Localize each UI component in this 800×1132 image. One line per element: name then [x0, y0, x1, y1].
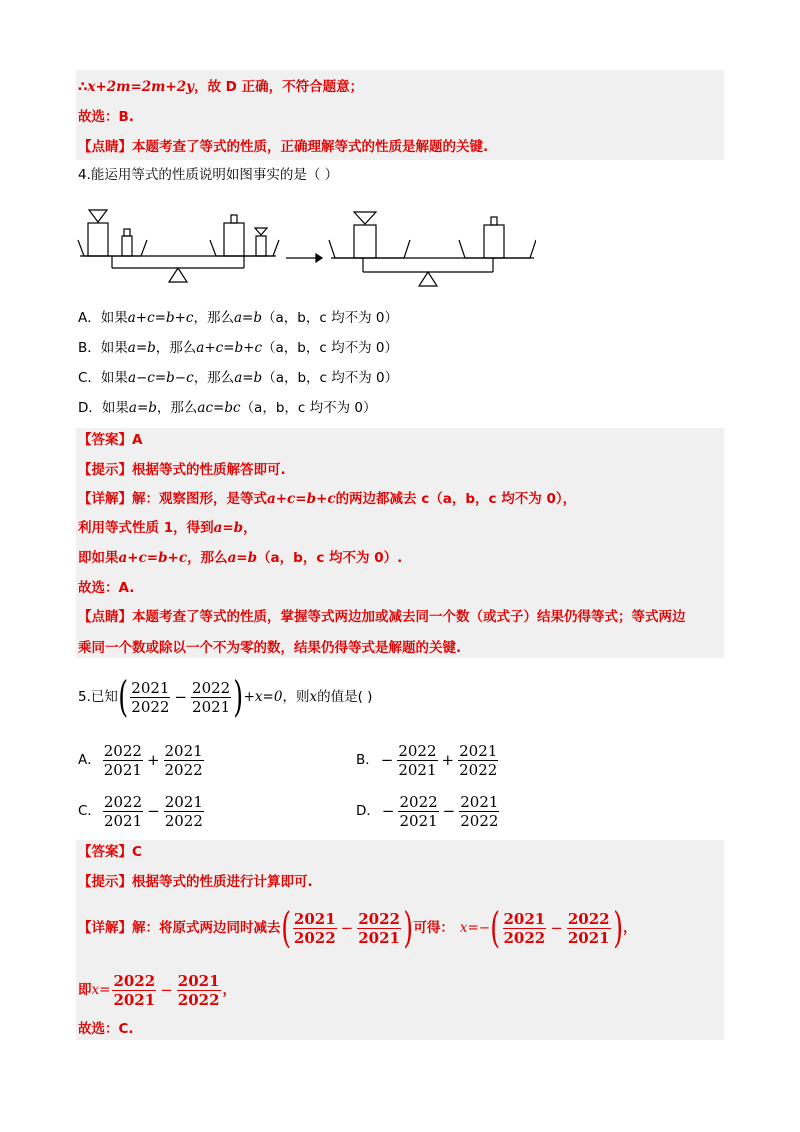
denominator: 2022: [293, 928, 336, 947]
fraction: [357, 910, 401, 947]
option-note: （a，b，c 均不为 0）: [262, 370, 399, 386]
fraction: [164, 742, 204, 779]
fraction: [177, 972, 221, 1009]
denominator: 2021: [103, 760, 142, 779]
q4-comment-1: 【点睛】本题考查了等式的性质，掌握等式两边加或减去同一个数（或式子）结果仍得等式；等式两边: [78, 609, 686, 625]
option-connector: ，那么: [193, 370, 235, 386]
q4-detail-2: [78, 518, 257, 538]
minus-sign: −: [147, 802, 160, 820]
stem-variable: x: [309, 689, 318, 705]
numerator: 2022: [567, 909, 610, 928]
detail-equation: x=−: [459, 920, 491, 936]
fraction: [293, 910, 337, 947]
detail-text: 【详解】解：将原式两边同时减去: [78, 920, 281, 936]
q5-choose: 故选：C.: [78, 1021, 134, 1037]
q5-answer: 【答案】C: [78, 844, 142, 860]
option-note: （a，b，c 均不为 0）: [262, 340, 398, 356]
q4-choose: 故选：A.: [78, 580, 135, 596]
minus-sign: −: [174, 688, 188, 706]
q5-option-d[interactable]: [356, 791, 501, 831]
numerator: 2022: [358, 909, 400, 928]
detail-equation: x=: [91, 982, 111, 998]
fraction: [397, 742, 437, 779]
numerator: 2021: [459, 741, 498, 760]
denominator: 2022: [177, 990, 220, 1009]
denominator: 2021: [103, 811, 143, 830]
numerator: 2022: [103, 792, 143, 811]
option-label: A．如果: [78, 310, 128, 326]
numerator: 2021: [131, 678, 170, 697]
q4-stem: 4.能运用等式的性质说明如图事实的是（ ）: [78, 167, 339, 183]
numerator: 2021: [177, 971, 220, 990]
q3-choose: 故选：B.: [78, 109, 134, 125]
q5-stem: [78, 673, 372, 721]
q5-option-c[interactable]: [78, 791, 206, 831]
detail-equation: a+c=b+c: [118, 550, 188, 566]
detail-text: ，: [243, 520, 257, 536]
numerator: 2022: [398, 741, 437, 760]
numerator: 2021: [293, 909, 336, 928]
numerator: 2022: [113, 971, 156, 990]
option-label: D．如果: [78, 400, 129, 416]
denominator: 2021: [113, 990, 156, 1009]
minus-sign: −: [442, 802, 456, 820]
denominator: 2021: [192, 697, 231, 716]
denominator: 2021: [358, 928, 400, 947]
minus-sign: −: [381, 802, 395, 820]
option-result: a=b: [234, 370, 263, 386]
denominator: 2021: [399, 811, 438, 830]
option-connector: ，那么: [156, 400, 198, 416]
q5-detail: [78, 904, 636, 952]
q4-option-a[interactable]: [78, 308, 398, 328]
option-result: a=b: [234, 310, 263, 326]
right-paren: ): [612, 903, 623, 952]
q5-hint: 【提示】根据等式的性质进行计算即可.: [78, 874, 313, 890]
denominator: 2021: [567, 928, 610, 947]
fraction: [103, 742, 143, 779]
fraction: [398, 793, 438, 830]
detail-equation: a=b: [227, 550, 258, 566]
detail-equation: a=b: [213, 520, 244, 536]
detail-text: 即: [78, 982, 92, 998]
balance-figure: [76, 198, 536, 290]
denominator: 2022: [131, 697, 170, 716]
minus-sign: −: [340, 919, 354, 937]
q3-comment: 【点睛】本题考查了等式的性质，正确理解等式的性质是解题的关键.: [78, 139, 489, 155]
detail-text: 可得：: [413, 920, 454, 936]
left-balance: [78, 210, 279, 282]
q4-option-c[interactable]: [78, 368, 398, 388]
fraction: [458, 742, 498, 779]
fraction-2022-over-2021: [191, 679, 231, 716]
q4-detail-3: [78, 548, 402, 568]
minus-sign: −: [550, 919, 563, 937]
numerator: 2022: [103, 741, 142, 760]
numerator: 2021: [503, 909, 546, 928]
option-connector: ，那么: [155, 340, 197, 356]
denominator: 2021: [398, 760, 437, 779]
detail-text: ，那么: [187, 550, 228, 566]
q4-option-d[interactable]: [78, 398, 376, 418]
denominator: 2022: [459, 760, 498, 779]
therefore-symbol: ∴: [78, 79, 88, 95]
q4-detail-1: [78, 489, 576, 509]
detail-equation: a+c=b+c: [267, 491, 336, 507]
stem-text: ，则: [282, 689, 310, 705]
detail-text: ，: [222, 982, 237, 998]
q5-option-a[interactable]: [78, 740, 206, 780]
denominator: 2022: [503, 928, 546, 947]
option-label: C．: [78, 803, 101, 819]
left-paren: (: [118, 672, 129, 721]
denominator: 2022: [460, 811, 499, 830]
option-note: （a，b，c 均不为 0）: [262, 310, 398, 326]
plus-sign: +: [146, 751, 160, 769]
numerator: 2021: [164, 792, 203, 811]
q4-option-b[interactable]: [78, 338, 398, 358]
right-paren: ): [233, 672, 244, 721]
q3-equation: x+2m=2m+2y: [87, 79, 194, 95]
option-label: B．如果: [78, 340, 128, 356]
detail-text: ，: [622, 920, 637, 936]
q5-ji: [78, 968, 236, 1012]
numerator: 2022: [192, 678, 231, 697]
numerator: 2021: [164, 741, 203, 760]
option-result: a+c=b+c: [196, 340, 263, 356]
stem-equation: +x=0: [243, 689, 283, 705]
denominator: 2022: [164, 811, 203, 830]
q3-conclusion-text: ，故 D 正确，不符合题意；: [193, 79, 364, 95]
right-balance: [329, 212, 536, 286]
fraction: [164, 793, 204, 830]
left-paren: (: [490, 903, 501, 952]
numerator: 2021: [460, 792, 499, 811]
left-paren: (: [280, 903, 291, 952]
option-label: A．: [78, 752, 101, 768]
stem-text: 的值是( ): [317, 689, 373, 705]
option-label: B．: [356, 752, 379, 768]
numerator: 2022: [399, 792, 438, 811]
q4-hint: 【提示】根据等式的性质解答即可.: [78, 462, 286, 478]
stem-text: 5.已知: [78, 689, 118, 705]
q3-conclusion-line: [78, 77, 363, 97]
minus-sign: −: [160, 981, 173, 999]
fraction: [112, 972, 156, 1009]
fraction: [459, 793, 499, 830]
option-label: C．如果: [78, 370, 128, 386]
option-label: D．: [356, 803, 380, 819]
fraction: [567, 910, 611, 947]
plus-sign: +: [441, 751, 455, 769]
minus-sign: −: [380, 751, 394, 769]
detail-text: 的两边都减去 c（a，b，c 均不为 0），: [335, 491, 577, 507]
option-note: （a，b，c 均不为 0）: [240, 400, 377, 416]
detail-text: （a，b，c 均不为 0）.: [257, 550, 403, 566]
q5-option-b[interactable]: [356, 740, 500, 780]
option-connector: ，那么: [193, 310, 234, 326]
fraction: [103, 793, 143, 830]
right-paren: ): [403, 903, 414, 952]
fraction-2021-over-2022: [130, 679, 170, 716]
fraction: [503, 910, 547, 947]
option-condition: a+c=b+c: [127, 310, 194, 326]
q4-comment-2: 乘同一个数或除以一个不为零的数，结果仍得等式是解题的关键.: [78, 640, 462, 656]
option-condition: a=b: [128, 400, 157, 416]
detail-text: 利用等式性质 1，得到: [78, 520, 214, 536]
arrow-icon: [286, 254, 322, 262]
denominator: 2022: [164, 760, 203, 779]
detail-text: 【详解】解：观察图形，是等式: [78, 491, 267, 507]
option-condition: a=b: [127, 340, 156, 356]
detail-text: 即如果: [78, 550, 119, 566]
option-result: ac=bc: [197, 400, 241, 416]
option-condition: a−c=b−c: [127, 370, 194, 386]
q4-answer: 【答案】A: [78, 432, 143, 448]
